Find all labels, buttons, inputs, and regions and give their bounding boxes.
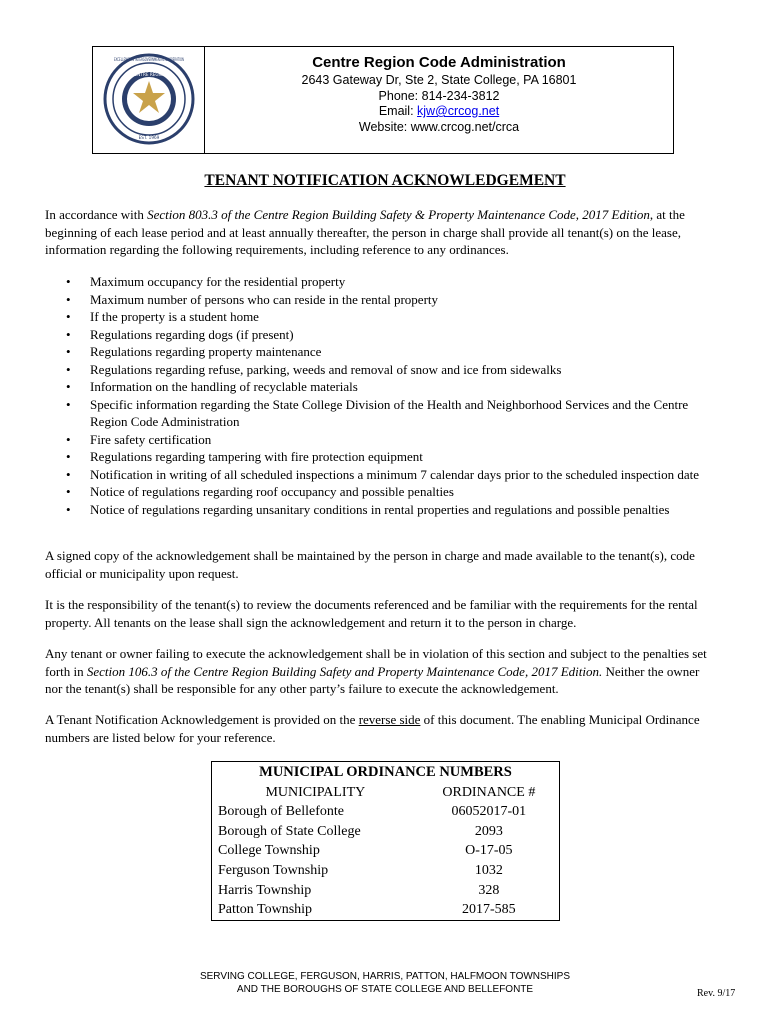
reverse-side-paragraph xyxy=(45,711,713,746)
org-phone: Phone: 814-234-3812 xyxy=(378,88,500,103)
ordinance-table-body xyxy=(212,802,560,920)
municipality-column-header: MUNICIPALITY xyxy=(265,784,366,800)
intro-code-reference: Section 803.3 of the Centre Region Building Safety & Property Maintenance Code, 2017 Edition xyxy=(147,207,650,222)
ordinance-table xyxy=(211,761,560,921)
org-name: Centre Region Code Administration xyxy=(312,54,566,71)
reverse-text-after: of this document. The enabling Municipal Ordinance numbers are listed below for your reference. xyxy=(45,712,700,745)
requirements-list xyxy=(45,273,725,518)
seal-inner-text: CENTRE REGION xyxy=(131,72,167,77)
seal-emblem-icon xyxy=(103,51,195,147)
requirement-item: • Notice of regulations regarding roof occupancy and possible penalties xyxy=(45,483,725,501)
table-row xyxy=(212,861,560,881)
municipality-cell: Borough of State College xyxy=(218,823,361,839)
org-email-label: Email: xyxy=(378,104,418,118)
intro-text-before: In accordance with xyxy=(45,207,148,222)
revision-label: Rev. 9/17 xyxy=(697,988,736,999)
footer-line-2: AND THE BOROUGHS OF STATE COLLEGE AND BELLEFONTE xyxy=(236,984,534,995)
intro-paragraph xyxy=(45,206,713,259)
signed-copy-text: A signed copy of the acknowledgement shall be maintained by the person in charge and made available to the tenant(s), code official or municipality upon request. xyxy=(45,548,695,581)
table-row xyxy=(212,822,560,842)
org-email-line xyxy=(205,104,673,120)
municipality-cell: College Township xyxy=(218,843,320,859)
ordinance-column-header: ORDINANCE # xyxy=(442,784,536,800)
ordinance-number-cell: O-17-05 xyxy=(465,843,513,859)
ordinance-table-caption: MUNICIPAL ORDINANCE NUMBERS xyxy=(259,764,512,780)
penalty-code-reference: Section 106.3 of the Centre Region Building Safety and Property Maintenance Code, 2017 Edition. xyxy=(86,663,603,679)
requirement-item: • Specific information regarding the State College Division of the Health and Neighborhood Services and the Centre Region Code Administration xyxy=(45,396,725,431)
requirement-item: • Information on the handling of recyclable materials xyxy=(45,378,725,396)
table-row xyxy=(212,841,560,861)
requirement-item: • Maximum number of persons who can reside in the rental property xyxy=(45,291,725,309)
municipality-cell: Ferguson Township xyxy=(218,862,329,878)
municipality-cell: Borough of Bellefonte xyxy=(218,804,344,820)
table-row xyxy=(212,900,560,920)
email-link[interactable]: kjw@crcog.net xyxy=(417,104,500,118)
requirement-item: • Regulations regarding refuse, parking, weeds and removal of snow and ice from sidewalks xyxy=(45,361,725,379)
org-contact xyxy=(205,53,673,135)
ordinance-number-cell: 2093 xyxy=(474,823,503,839)
footer xyxy=(0,970,770,996)
requirement-item: • Regulations regarding dogs (if present) xyxy=(45,326,725,344)
ordinance-number-cell: 2017-585 xyxy=(462,902,516,918)
letterhead xyxy=(92,46,674,154)
org-address: 2643 Gateway Dr, Ste 2, State College, PA 16801 xyxy=(301,73,577,87)
table-row xyxy=(212,802,560,822)
requirement-item: • Maximum occupancy for the residential property xyxy=(45,273,725,291)
ordinance-number-cell: 1032 xyxy=(474,862,503,878)
reverse-side-link: reverse side xyxy=(358,712,421,727)
signed-copy-paragraph xyxy=(45,547,713,582)
seal-top-text: EXCELLENCE IN INTERGOVERNMENTAL COOPERATION xyxy=(114,57,184,62)
requirement-item: • If the property is a student home xyxy=(45,308,725,326)
ordinance-number-cell: 328 xyxy=(478,882,500,898)
responsibility-paragraph xyxy=(45,596,713,631)
municipality-cell: Patton Township xyxy=(218,902,313,918)
intro-text-after: , at the beginning of each lease period and at least annually thereafter, the person in charge shall provide all tenant(s) on the lease, information regarding the following requirements, including reference to any ordinances. xyxy=(45,207,685,257)
ordinance-number-cell: 06052017-01 xyxy=(451,804,527,820)
footer-line-1: SERVING COLLEGE, FERGUSON, HARRIS, PATTON, HALFMOON TOWNSHIPS xyxy=(199,971,571,982)
seal-logo xyxy=(93,47,205,153)
requirement-item: • Notice of regulations regarding unsanitary conditions in rental properties and regulations and possible penalties xyxy=(45,501,725,519)
table-row xyxy=(212,881,560,901)
responsibility-text: It is the responsibility of the tenant(s) to review the documents referenced and be familiar with the requirements for the rental property. All tenants on the lease shall sign the acknowledgement and return it to the person in charge. xyxy=(45,597,698,630)
penalty-text-after: Neither the owner nor the tenant(s) shall be responsible for any other party’s failure to execute the acknowledgement. xyxy=(45,663,700,696)
document-title: TENANT NOTIFICATION ACKNOWLEDGEMENT xyxy=(204,172,566,189)
seal-est-text: EST. 1969 xyxy=(138,135,160,140)
reverse-text-before: A Tenant Notification Acknowledgement is provided on the xyxy=(45,712,359,727)
requirement-item: • Regulations regarding property maintenance xyxy=(45,343,725,361)
org-website: Website: www.crcog.net/crca xyxy=(358,119,520,134)
penalty-text-before: Any tenant or owner failing to execute the acknowledgement shall be in violation of this section and subject to the penalties set forth in xyxy=(45,646,707,679)
requirement-item: • Notification in writing of all scheduled inspections a minimum 7 calendar days prior to the scheduled inspection date xyxy=(45,466,725,484)
municipality-cell: Harris Township xyxy=(218,882,312,898)
requirement-item: • Fire safety certification xyxy=(45,431,725,449)
penalty-paragraph xyxy=(45,645,713,698)
requirement-item: • Regulations regarding tampering with fire protection equipment xyxy=(45,448,725,466)
